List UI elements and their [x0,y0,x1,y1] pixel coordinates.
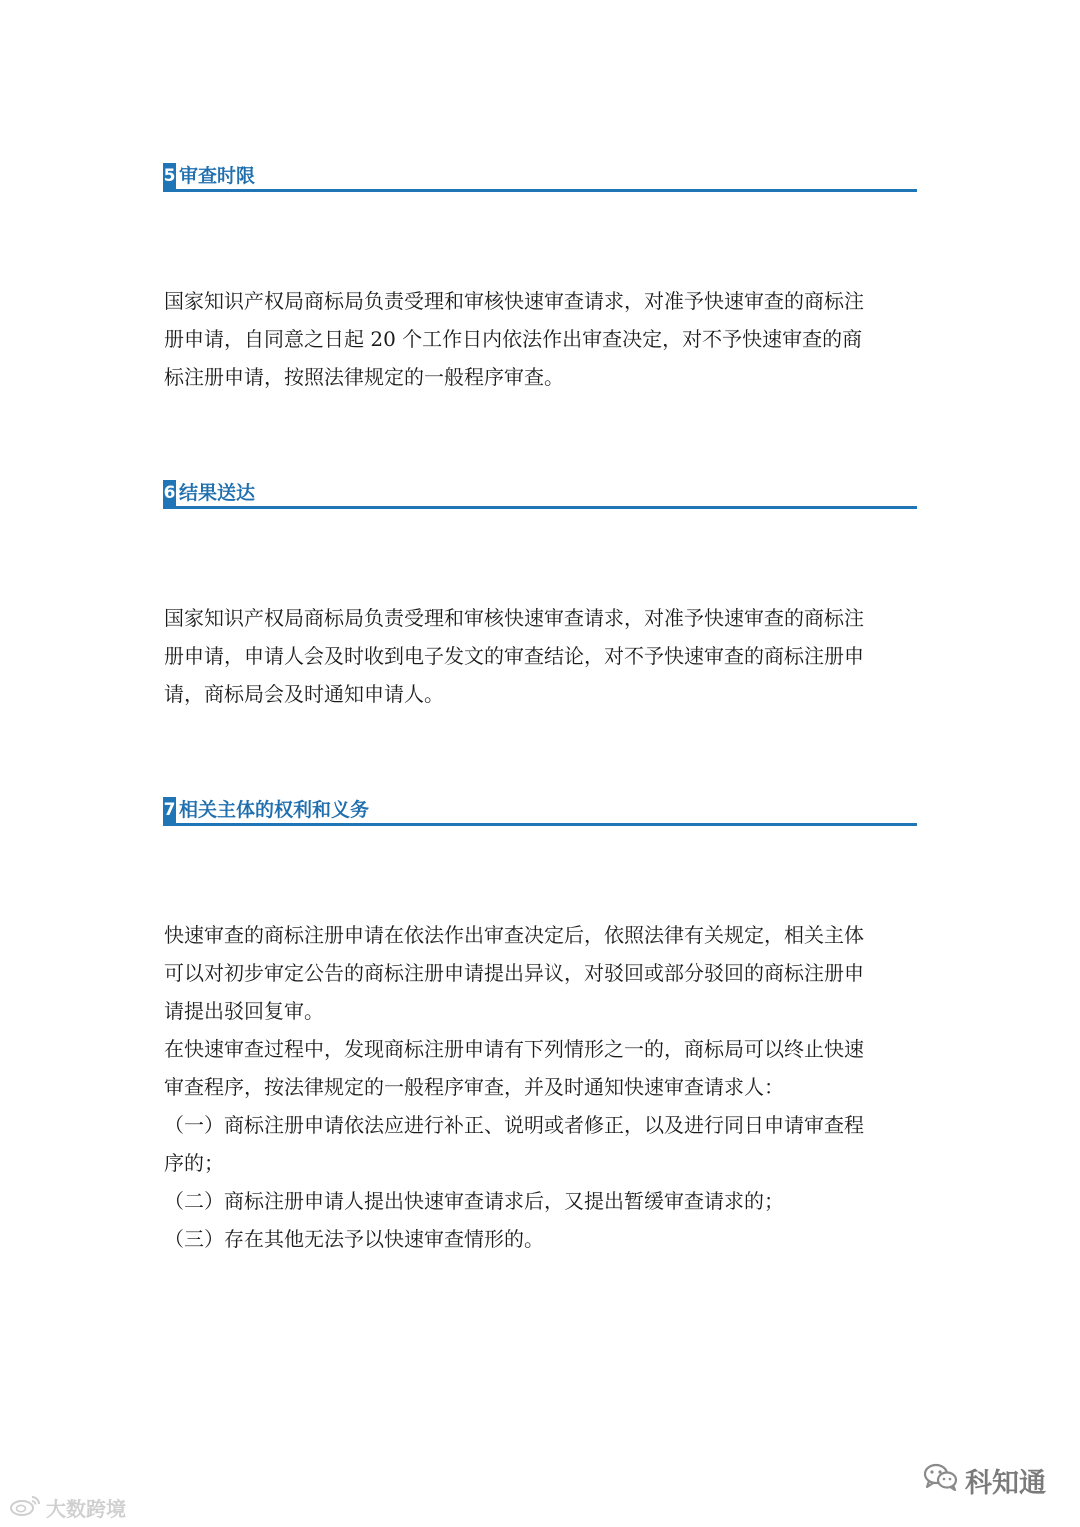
section-number: 7 [163,797,176,823]
body-line: （三）存在其他无法予以快速审查情形的。 [164,1227,544,1251]
weibo-icon [8,1493,42,1522]
body-line: 审查程序，按法律规定的一般程序审查，并及时通知快速审查请求人： [164,1075,784,1099]
body-line: 国家知识产权局商标局负责受理和审核快速审查请求，对准予快速审查的商标注 [164,289,864,313]
body-line: 请，商标局会及时通知申请人。 [164,682,444,706]
section-header-7 [163,796,917,826]
section-header-5 [163,162,917,192]
section-body-7 [164,916,920,1258]
watermark-wechat [923,1460,1046,1500]
wechat-icon [923,1462,959,1499]
body-line: （一）商标注册申请依法应进行补正、说明或者修正，以及进行同日申请审查程 [164,1113,864,1137]
section-number: 5 [163,163,176,189]
watermark-weibo [8,1494,126,1520]
body-line: 册申请，自同意之日起 20 个工作日内依法作出审查决定，对不予快速审查的商 [164,327,863,351]
body-line: 请提出驳回复审。 [164,999,324,1023]
section-title: 审查时限 [179,165,256,187]
body-line: 国家知识产权局商标局负责受理和审核快速审查请求，对准予快速审查的商标注 [164,606,864,630]
body-line: 可以对初步审定公告的商标注册申请提出异议，对驳回或部分驳回的商标注册申 [164,961,864,985]
section-title: 结果送达 [179,482,256,504]
watermark-text: 科知通 [965,1467,1046,1499]
section-title: 相关主体的权利和义务 [179,799,370,821]
section-body-6 [164,599,920,713]
watermark-text: 大数跨境 [46,1496,126,1521]
section-body-5 [164,282,920,396]
body-line: （二）商标注册申请人提出快速审查请求后，又提出暂缓审查请求的； [164,1189,784,1213]
body-line: 在快速审查过程中，发现商标注册申请有下列情形之一的，商标局可以终止快速 [164,1037,864,1061]
body-line: 标注册申请，按照法律规定的一般程序审查。 [164,365,564,389]
body-line: 序的； [164,1151,224,1175]
section-number: 6 [163,480,176,506]
body-line: 快速审查的商标注册申请在依法作出审查决定后，依照法律有关规定，相关主体 [164,923,864,947]
section-header-6 [163,479,917,509]
body-line: 册申请，申请人会及时收到电子发文的审查结论，对不予快速审查的商标注册申 [164,644,864,668]
